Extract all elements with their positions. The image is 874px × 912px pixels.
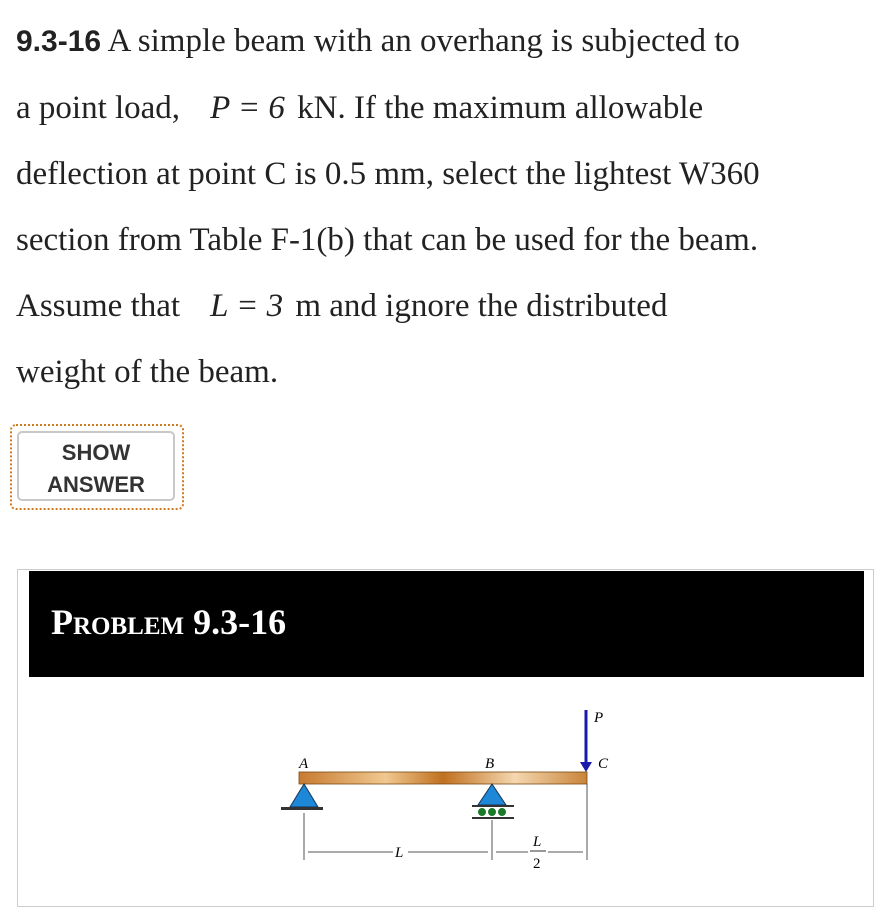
label-c: C [598, 756, 609, 772]
problem-statement [16, 8, 874, 405]
text: Assume that [16, 288, 181, 324]
text: m and ignore the distributed [287, 288, 668, 324]
beam-diagram [18, 570, 873, 906]
text: weight of the beam. [16, 354, 279, 390]
load-arrowhead [580, 762, 592, 772]
roller-plate [472, 805, 514, 807]
roller [488, 808, 496, 816]
label-p: P [594, 710, 604, 726]
math-l: L = 3 [210, 288, 284, 324]
text: kN. If the maximum allowable [288, 90, 704, 126]
label-b: B [485, 756, 495, 772]
text: a point load, [16, 90, 181, 126]
label-l: L [395, 845, 404, 861]
roller [498, 808, 506, 816]
button-label: ANSWER [47, 472, 145, 497]
beam [299, 772, 587, 784]
text: deflection at point C is 0.5 mm, select the lightest W360 [16, 156, 760, 192]
label-a: A [299, 756, 309, 772]
roller [478, 808, 486, 816]
roller-support-b [478, 784, 506, 805]
figure-panel [17, 569, 874, 907]
dimension-lines [304, 784, 587, 860]
focus-ring [10, 424, 184, 510]
button-label: SHOW [61, 440, 131, 465]
pin-support-a [290, 784, 318, 807]
label-half-den: 2 [533, 856, 541, 872]
show-answer-button[interactable] [17, 431, 175, 501]
text: section from Table F-1(b) that can be used for the beam. [16, 222, 759, 258]
text: A simple beam with an overhang is subjected to [101, 23, 740, 59]
ground-a [281, 807, 323, 810]
math-p: P = 6 [210, 90, 285, 126]
figure-title: Problem 9.3-16 [51, 602, 287, 642]
problem-number: 9.3-16 [16, 25, 102, 58]
label-half-num: L [533, 834, 542, 850]
ground-b [472, 817, 514, 819]
